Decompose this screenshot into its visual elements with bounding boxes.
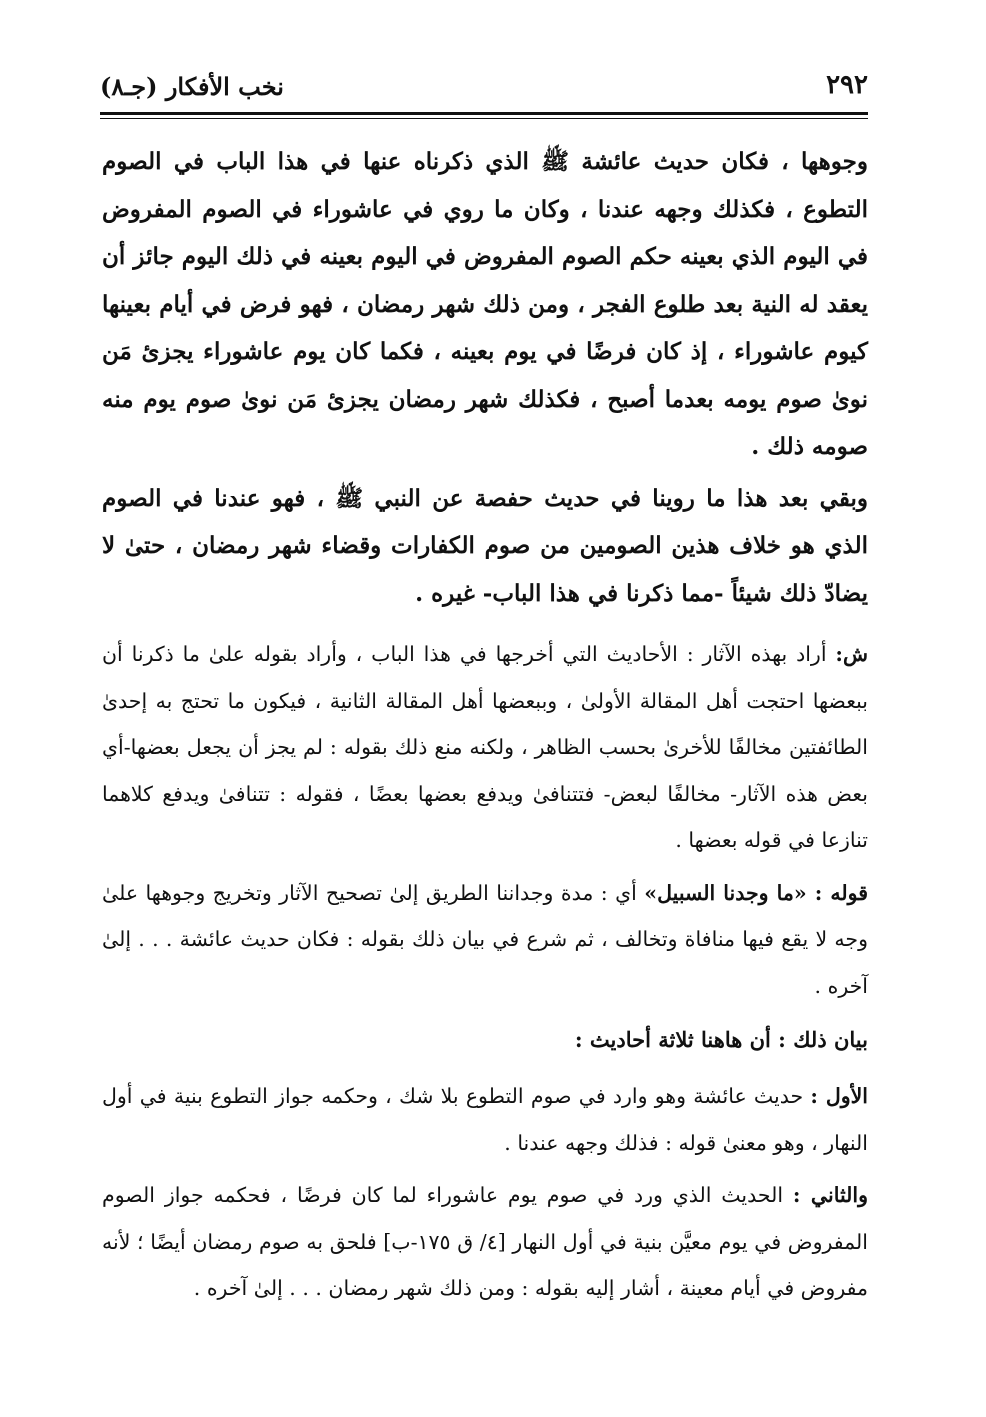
commentary-label: الأول : — [810, 1084, 868, 1108]
commentary-text: الحديث الذي ورد في صوم يوم عاشوراء لما كان فرضًا ، فحكمه جواز الصوم المفروض في يوم معيَّن بنية في أول النهار [٤/ ق ١٧٥-ب] فلحق به صوم رمضان أيضًا ؛ لأنه مفروض في أيام معينة ، أشار إليه بقوله : ومن ذلك شهر رمضان . . . إلىٰ آخره . — [102, 1183, 868, 1300]
commentary-text: حديث عائشة وهو وارد في صوم التطوع بلا شك ، وحكمه جواز التطوع بنية في أول النهار ، وهو معنىٰ قوله : فذلك وجهه عندنا . — [102, 1084, 868, 1155]
running-title: نخب الأفكار (جـ٨) — [100, 72, 284, 101]
commentary-text: أراد بهذه الآثار : الأحاديث التي أخرجها في هذا الباب ، وأراد بقوله علىٰ ما ذكرنا أن ببعضها احتجت أهل المقالة الأولىٰ ، وببعضها أهل المقالة الثانية ، فيكون ما تحتج به إحدىٰ الطائفتين مخالفًا للأخرىٰ بحسب الظاهر ، ولكنه منع ذلك بقوله : لم يجز أن يجعل بعضها-أي بعض هذه الآثار- مخالفًا لبعض- فتتنافىٰ ويدفع بعضها بعضًا ، فقوله : تتنافىٰ ويدفع كلاهما تنازعا في قوله بعضها . — [102, 642, 868, 852]
commentary-text: أي : مدة وجداننا الطريق إلىٰ تصحيح الآثار وتخريج وجوهها علىٰ وجه لا يقع فيها منافاة وتخالف ، ثم شرع في بيان ذلك بقوله : فكان حديث عائشة . . . إلىٰ آخره . — [102, 880, 868, 998]
commentary-label: قوله : «ما وجدنا السبيل» — [644, 880, 869, 905]
page-body — [102, 138, 868, 1318]
section-heading: بيان ذلك : أن هاهنا ثلاثة أحاديث : — [574, 1027, 868, 1052]
commentary-label: والثاني : — [792, 1183, 868, 1207]
commentary-paragraph — [102, 1073, 868, 1166]
header-rule-thin — [100, 118, 868, 119]
commentary-label: ش: — [835, 642, 868, 666]
page-header — [100, 70, 868, 110]
commentary-paragraph — [102, 1172, 868, 1312]
main-text-paragraph: وبقي بعد هذا ما روينا في حديث حفصة عن النبي ﷺ ، فهو عندنا في الصوم الذي هو خلاف هذين الصومين من صوم الكفارات وقضاء شهر رمضان ، حتىٰ لا يضادّ ذلك شيئاً -مما ذكرنا في هذا الباب- غيره . — [102, 484, 868, 607]
page-number: ٢٩٢ — [826, 70, 868, 100]
commentary-paragraph — [102, 870, 868, 1010]
commentary-paragraph — [102, 631, 868, 864]
main-text-paragraph: وجوهها ، فكان حديث عائشة ﷺ الذي ذكرناه عنها في هذا الباب في الصوم التطوع ، فكذلك وجهه عندنا ، وكان ما روي في عاشوراء في الصوم المفروض في اليوم الذي بعينه حكم الصوم المفروض في اليوم بعينه في ذلك اليوم جائز أن يعقد له النية بعد طلوع الفجر ، ومن ذلك شهر رمضان ، فهو فرض في أيام بعينها كيوم عاشوراء ، إذ كان فرضًا في يوم بعينه ، فكما كان يوم عاشوراء يجزئ مَن نوىٰ صوم يومه بعدما أصبح ، فكذلك شهر رمضان يجزئ مَن نوىٰ صوم يوم منه صومه ذلك . — [102, 148, 868, 460]
header-rule-thick — [100, 112, 868, 115]
